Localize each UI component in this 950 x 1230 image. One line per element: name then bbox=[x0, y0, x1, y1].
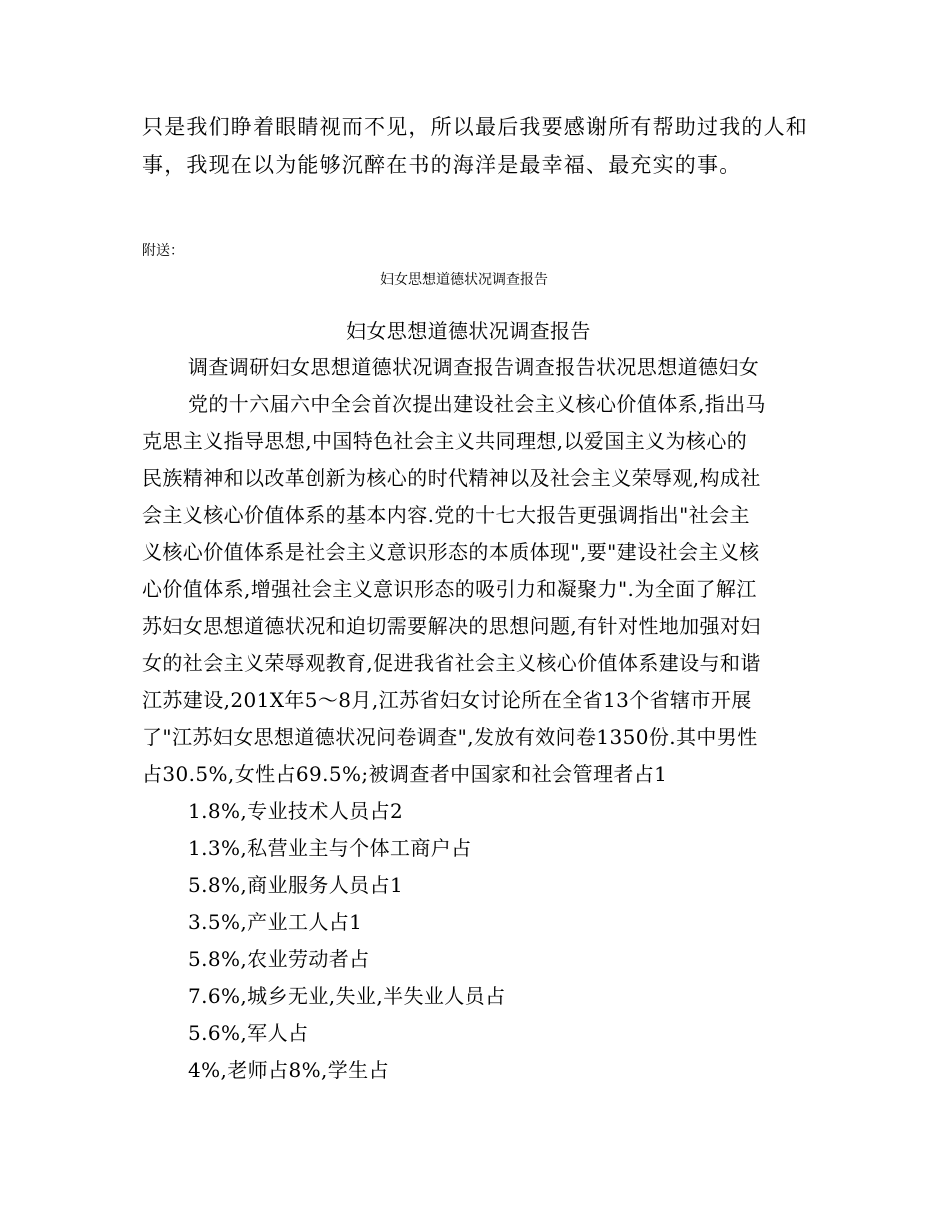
report-keywords: 调查调研妇女思想道德状况调查报告调查报告状况思想道德妇女 bbox=[188, 355, 760, 379]
intro-line-2: 事，我现在以为能够沉醉在书的海洋是最幸福、最充实的事。 bbox=[142, 153, 742, 177]
paragraph-line-6: 心价值体系,增强社会主义意识形态的吸引力和凝聚力".为全面了解江 bbox=[142, 577, 757, 601]
paragraph-line-4: 会主义核心价值体系的基本内容.党的十七大报告更强调指出"社会主 bbox=[142, 503, 750, 527]
stat-line-1: 1.8%,专业技术人员占2 bbox=[188, 799, 404, 823]
appendix-small-title: 妇女思想道德状况调查报告 bbox=[380, 272, 548, 288]
stat-line-3: 5.8%,商业服务人员占1 bbox=[188, 873, 404, 897]
intro-line-1: 只是我们睁着眼睛视而不见，所以最后我要感谢所有帮助过我的人和 bbox=[142, 115, 808, 139]
paragraph-line-9: 江苏建设,201X年5～8月,江苏省妇女讨论所在全省13个省辖市开展 bbox=[142, 688, 752, 712]
paragraph-line-7: 苏妇女思想道德状况和迫切需要解决的思想问题,有针对性地加强对妇 bbox=[142, 614, 761, 638]
paragraph-line-10: 了"江苏妇女思想道德状况问卷调查",发放有效问卷1350份.其中男性 bbox=[142, 725, 758, 749]
paragraph-line-2: 克思主义指导思想,中国特色社会主义共同理想,以爱国主义为核心的 bbox=[142, 429, 748, 453]
stat-line-2: 1.3%,私营业主与个体工商户占 bbox=[188, 836, 472, 860]
stat-line-4: 3.5%,产业工人占1 bbox=[188, 910, 363, 934]
paragraph-line-1: 党的十六届六中全会首次提出建设社会主义核心价值体系,指出马 bbox=[188, 392, 766, 416]
report-title: 妇女思想道德状况调查报告 bbox=[346, 319, 591, 343]
appendix-label: 附送： bbox=[142, 243, 184, 259]
stat-line-7: 5.6%,军人占 bbox=[188, 1021, 309, 1045]
stat-line-6: 7.6%,城乡无业,失业,半失业人员占 bbox=[188, 984, 506, 1008]
stat-line-5: 5.8%,农业劳动者占 bbox=[188, 947, 370, 971]
paragraph-line-8: 女的社会主义荣辱观教育,促进我省社会主义核心价值体系建设与和谐 bbox=[142, 651, 761, 675]
paragraph-line-3: 民族精神和以改革创新为核心的时代精神以及社会主义荣辱观,构成社 bbox=[142, 466, 761, 490]
paragraph-line-11: 占30.5%,女性占69.5%;被调查者中国家和社会管理者占1 bbox=[142, 762, 668, 786]
stat-line-8: 4%,老师占8%,学生占 bbox=[188, 1058, 389, 1082]
paragraph-line-5: 义核心价值体系是社会主义意识形态的本质体现",要"建设社会主义核 bbox=[142, 540, 760, 564]
